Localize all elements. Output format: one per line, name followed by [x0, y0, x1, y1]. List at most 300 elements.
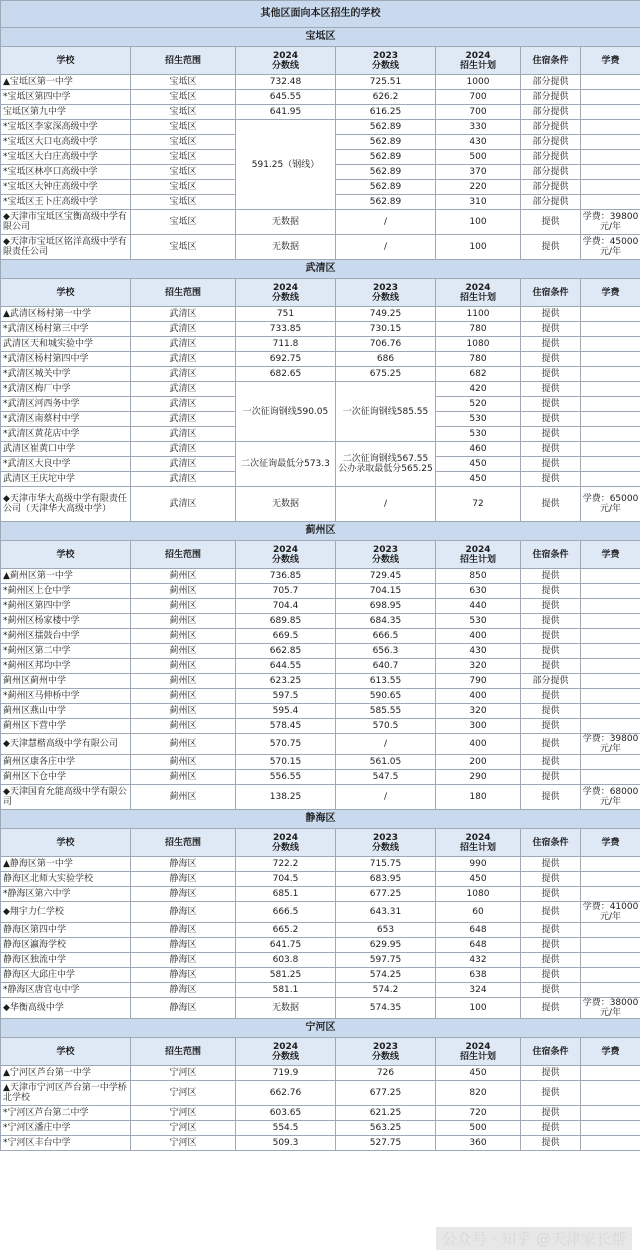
- cell-scope: 静海区: [131, 902, 236, 923]
- cell-score-2023: 527.75: [336, 1136, 436, 1151]
- cell-school: *宝坻区王卜庄高级中学: [1, 195, 131, 210]
- cell-dorm: 部分提供: [521, 90, 581, 105]
- cell-tuition: [581, 75, 640, 90]
- cell-score-2023: 547.5: [336, 770, 436, 785]
- cell-dorm: 部分提供: [521, 674, 581, 689]
- header-score-2024: 2024 分数线: [236, 279, 336, 307]
- cell-plan-2024: 420: [436, 382, 521, 397]
- cell-score-2024: 705.7: [236, 584, 336, 599]
- header-dorm: 住宿条件: [521, 829, 581, 857]
- cell-scope: 宝坻区: [131, 235, 236, 260]
- cell-plan-2024: 780: [436, 322, 521, 337]
- cell-school: *蓟州区马伸桥中学: [1, 689, 131, 704]
- cell-scope: 武清区: [131, 412, 236, 427]
- cell-school: ▲宁河区芦台第一中学: [1, 1066, 131, 1081]
- cell-plan-2024: 820: [436, 1081, 521, 1106]
- cell-plan-2024: 360: [436, 1136, 521, 1151]
- cell-score-2024: 711.8: [236, 337, 336, 352]
- cell-tuition: 学费：45000元/年: [581, 235, 640, 260]
- cell-score-2023: 563.25: [336, 1121, 436, 1136]
- cell-score-2023: 640.7: [336, 659, 436, 674]
- header-scope: 招生范围: [131, 279, 236, 307]
- cell-plan-2024: 330: [436, 120, 521, 135]
- cell-dorm: 提供: [521, 785, 581, 810]
- cell-school: ◆翔宇力仁学校: [1, 902, 131, 923]
- district-row: [1, 260, 640, 279]
- cell-score-2024: 581.25: [236, 968, 336, 983]
- cell-dorm: 提供: [521, 704, 581, 719]
- cell-dorm: 提供: [521, 629, 581, 644]
- cell-school: *武清区杨村第四中学: [1, 352, 131, 367]
- cell-score-2024: 597.5: [236, 689, 336, 704]
- cell-dorm: 部分提供: [521, 165, 581, 180]
- table-row: [1, 235, 640, 260]
- cell-dorm: 提供: [521, 659, 581, 674]
- cell-score-2023: 666.5: [336, 629, 436, 644]
- header-dorm: 住宿条件: [521, 279, 581, 307]
- cell-school: *宝坻区第四中学: [1, 90, 131, 105]
- cell-score-2023: 562.89: [336, 195, 436, 210]
- cell-tuition: [581, 770, 640, 785]
- cell-school: *蓟州区杨家楼中学: [1, 614, 131, 629]
- cell-school: *武清区河西务中学: [1, 397, 131, 412]
- cell-tuition: [581, 150, 640, 165]
- table-row: [1, 382, 640, 397]
- cell-scope: 武清区: [131, 472, 236, 487]
- cell-tuition: [581, 457, 640, 472]
- cell-tuition: [581, 367, 640, 382]
- header-score-2023: 2023 分数线: [336, 47, 436, 75]
- cell-dorm: 提供: [521, 397, 581, 412]
- cell-school: *蓟州区第四中学: [1, 599, 131, 614]
- cell-score-2023: 574.25: [336, 968, 436, 983]
- cell-score-2024: 595.4: [236, 704, 336, 719]
- cell-plan-2024: 648: [436, 938, 521, 953]
- cell-plan-2024: 780: [436, 352, 521, 367]
- cell-plan-2024: 720: [436, 1106, 521, 1121]
- cell-tuition: [581, 1121, 640, 1136]
- cell-score-2024: 704.4: [236, 599, 336, 614]
- cell-plan-2024: 450: [436, 457, 521, 472]
- cell-scope: 蓟州区: [131, 755, 236, 770]
- cell-plan-2024: 450: [436, 872, 521, 887]
- cell-tuition: [581, 614, 640, 629]
- cell-tuition: [581, 1066, 640, 1081]
- cell-scope: 静海区: [131, 887, 236, 902]
- cell-score-2023: 562.89: [336, 180, 436, 195]
- cell-school: *宁河区丰台中学: [1, 1136, 131, 1151]
- cell-school: *宝坻区林亭口高级中学: [1, 165, 131, 180]
- cell-tuition: [581, 1136, 640, 1151]
- cell-school: *静海区唐官屯中学: [1, 983, 131, 998]
- header-row: [1, 541, 640, 569]
- cell-score-2024: 669.5: [236, 629, 336, 644]
- table-row: [1, 785, 640, 810]
- cell-scope: 宁河区: [131, 1066, 236, 1081]
- cell-school: *蓟州区擂鼓台中学: [1, 629, 131, 644]
- cell-score-2023: /: [336, 734, 436, 755]
- cell-scope: 蓟州区: [131, 599, 236, 614]
- cell-tuition: [581, 887, 640, 902]
- cell-tuition: [581, 755, 640, 770]
- cell-plan-2024: 100: [436, 235, 521, 260]
- cell-plan-2024: 1100: [436, 307, 521, 322]
- table-row: [1, 998, 640, 1019]
- cell-scope: 武清区: [131, 382, 236, 397]
- cell-dorm: 部分提供: [521, 180, 581, 195]
- cell-tuition: [581, 857, 640, 872]
- cell-scope: 武清区: [131, 337, 236, 352]
- cell-dorm: 提供: [521, 382, 581, 397]
- cell-dorm: 提供: [521, 719, 581, 734]
- table-row: [1, 614, 640, 629]
- cell-score-2023: 590.65: [336, 689, 436, 704]
- header-tuition: 学费: [581, 829, 640, 857]
- cell-scope: 武清区: [131, 322, 236, 337]
- district-title: 静海区: [1, 810, 640, 829]
- cell-tuition: 学费：65000元/年: [581, 487, 640, 522]
- cell-score-2024: 689.85: [236, 614, 336, 629]
- cell-dorm: 提供: [521, 857, 581, 872]
- cell-school: *武清区大良中学: [1, 457, 131, 472]
- cell-scope: 蓟州区: [131, 584, 236, 599]
- cell-school: *武清区黄花店中学: [1, 427, 131, 442]
- cell-scope: 宝坻区: [131, 90, 236, 105]
- cell-dorm: 提供: [521, 412, 581, 427]
- cell-score-2024: 733.85: [236, 322, 336, 337]
- cell-dorm: 部分提供: [521, 105, 581, 120]
- table-row: [1, 659, 640, 674]
- table-row: [1, 629, 640, 644]
- cell-scope: 静海区: [131, 968, 236, 983]
- table-row: [1, 120, 640, 135]
- cell-score-2023: 二次征询钢线567.55 公办录取最低分565.25: [336, 442, 436, 487]
- cell-school: ◆华衡高级中学: [1, 998, 131, 1019]
- cell-score-2023: 726: [336, 1066, 436, 1081]
- cell-dorm: 提供: [521, 1066, 581, 1081]
- cell-tuition: 学费：68000元/年: [581, 785, 640, 810]
- cell-scope: 宝坻区: [131, 165, 236, 180]
- cell-school: 蓟州区康各庄中学: [1, 755, 131, 770]
- cell-tuition: [581, 180, 640, 195]
- cell-score-2023: 698.95: [336, 599, 436, 614]
- cell-plan-2024: 300: [436, 719, 521, 734]
- cell-scope: 宁河区: [131, 1136, 236, 1151]
- header-plan-2024: 2024 招生计划: [436, 541, 521, 569]
- header-score-2024: 2024 分数线: [236, 541, 336, 569]
- cell-plan-2024: 430: [436, 644, 521, 659]
- table-row: [1, 599, 640, 614]
- cell-school: 蓟州区下营中学: [1, 719, 131, 734]
- cell-scope: 蓟州区: [131, 704, 236, 719]
- table-row: [1, 352, 640, 367]
- cell-school: 静海区北师大实验学校: [1, 872, 131, 887]
- cell-plan-2024: 648: [436, 923, 521, 938]
- cell-tuition: [581, 968, 640, 983]
- cell-tuition: [581, 983, 640, 998]
- cell-score-2023: /: [336, 487, 436, 522]
- cell-score-2024: 603.65: [236, 1106, 336, 1121]
- cell-dorm: 提供: [521, 614, 581, 629]
- cell-school: ▲蓟州区第一中学: [1, 569, 131, 584]
- cell-scope: 宝坻区: [131, 195, 236, 210]
- cell-plan-2024: 320: [436, 704, 521, 719]
- cell-scope: 武清区: [131, 487, 236, 522]
- cell-score-2023: 730.15: [336, 322, 436, 337]
- cell-score-2024: 二次征询最低分573.3: [236, 442, 336, 487]
- cell-plan-2024: 990: [436, 857, 521, 872]
- cell-school: 静海区瀛海学校: [1, 938, 131, 953]
- cell-scope: 宁河区: [131, 1081, 236, 1106]
- cell-tuition: [581, 569, 640, 584]
- cell-score-2023: 562.89: [336, 150, 436, 165]
- header-row: [1, 829, 640, 857]
- cell-tuition: [581, 120, 640, 135]
- cell-dorm: 提供: [521, 1136, 581, 1151]
- district-title: 蓟州区: [1, 522, 640, 541]
- header-plan-2024: 2024 招生计划: [436, 47, 521, 75]
- cell-scope: 静海区: [131, 983, 236, 998]
- cell-school: *宝坻区李家深高级中学: [1, 120, 131, 135]
- table-row: [1, 734, 640, 755]
- cell-score-2023: 715.75: [336, 857, 436, 872]
- cell-school: ◆天津市宝坻区宝衡高级中学有限公司: [1, 210, 131, 235]
- cell-school: *宝坻区大钟庄高级中学: [1, 180, 131, 195]
- cell-score-2023: 749.25: [336, 307, 436, 322]
- cell-score-2024: 无数据: [236, 487, 336, 522]
- cell-scope: 蓟州区: [131, 734, 236, 755]
- header-row: [1, 47, 640, 75]
- cell-dorm: 提供: [521, 755, 581, 770]
- cell-plan-2024: 700: [436, 90, 521, 105]
- cell-dorm: 提供: [521, 902, 581, 923]
- cell-plan-2024: 370: [436, 165, 521, 180]
- cell-dorm: 提供: [521, 938, 581, 953]
- cell-dorm: 部分提供: [521, 150, 581, 165]
- cell-dorm: 提供: [521, 923, 581, 938]
- cell-scope: 蓟州区: [131, 785, 236, 810]
- cell-score-2024: 无数据: [236, 235, 336, 260]
- cell-dorm: 提供: [521, 569, 581, 584]
- district-row: [1, 28, 640, 47]
- cell-plan-2024: 320: [436, 659, 521, 674]
- cell-dorm: 部分提供: [521, 195, 581, 210]
- cell-tuition: [581, 165, 640, 180]
- header-dorm: 住宿条件: [521, 1038, 581, 1066]
- cell-plan-2024: 530: [436, 614, 521, 629]
- header-scope: 招生范围: [131, 1038, 236, 1066]
- table-row: [1, 674, 640, 689]
- cell-tuition: [581, 307, 640, 322]
- cell-plan-2024: 310: [436, 195, 521, 210]
- cell-score-2023: 562.89: [336, 120, 436, 135]
- cell-dorm: 提供: [521, 337, 581, 352]
- cell-dorm: 提供: [521, 235, 581, 260]
- cell-dorm: 部分提供: [521, 135, 581, 150]
- table-row: [1, 322, 640, 337]
- header-score-2024: 2024 分数线: [236, 829, 336, 857]
- table-row: [1, 90, 640, 105]
- cell-school: *宝坻区大口屯高级中学: [1, 135, 131, 150]
- cell-plan-2024: 180: [436, 785, 521, 810]
- cell-scope: 宝坻区: [131, 210, 236, 235]
- cell-school: *蓟州区第二中学: [1, 644, 131, 659]
- cell-school: 蓟州区下仓中学: [1, 770, 131, 785]
- table-row: [1, 105, 640, 120]
- cell-dorm: 提供: [521, 210, 581, 235]
- district-row: [1, 810, 640, 829]
- cell-score-2023: 574.2: [336, 983, 436, 998]
- cell-scope: 蓟州区: [131, 689, 236, 704]
- cell-dorm: 提供: [521, 983, 581, 998]
- cell-scope: 武清区: [131, 307, 236, 322]
- cell-school: 静海区第四中学: [1, 923, 131, 938]
- cell-school: ◆天津国育允能高级中学有限公司: [1, 785, 131, 810]
- cell-plan-2024: 460: [436, 442, 521, 457]
- cell-school: 武清区王庆坨中学: [1, 472, 131, 487]
- header-row: [1, 1038, 640, 1066]
- cell-plan-2024: 60: [436, 902, 521, 923]
- cell-score-2023: 562.89: [336, 135, 436, 150]
- cell-tuition: [581, 337, 640, 352]
- table-row: [1, 367, 640, 382]
- cell-plan-2024: 430: [436, 135, 521, 150]
- header-score-2023: 2023 分数线: [336, 541, 436, 569]
- cell-scope: 蓟州区: [131, 770, 236, 785]
- cell-dorm: 提供: [521, 1081, 581, 1106]
- cell-plan-2024: 290: [436, 770, 521, 785]
- cell-score-2024: 666.5: [236, 902, 336, 923]
- cell-scope: 蓟州区: [131, 569, 236, 584]
- cell-score-2024: 645.55: [236, 90, 336, 105]
- table-row: [1, 307, 640, 322]
- cell-score-2023: 574.35: [336, 998, 436, 1019]
- cell-dorm: 提供: [521, 872, 581, 887]
- cell-score-2024: 722.2: [236, 857, 336, 872]
- cell-score-2023: 621.25: [336, 1106, 436, 1121]
- table-row: [1, 902, 640, 923]
- cell-plan-2024: 450: [436, 1066, 521, 1081]
- cell-score-2023: 626.2: [336, 90, 436, 105]
- cell-score-2023: 656.3: [336, 644, 436, 659]
- cell-scope: 武清区: [131, 397, 236, 412]
- cell-dorm: 提供: [521, 968, 581, 983]
- cell-score-2023: 704.15: [336, 584, 436, 599]
- cell-scope: 宝坻区: [131, 75, 236, 90]
- cell-school: *静海区第六中学: [1, 887, 131, 902]
- cell-dorm: 提供: [521, 1106, 581, 1121]
- table-row: [1, 1106, 640, 1121]
- table-row: [1, 487, 640, 522]
- header-tuition: 学费: [581, 47, 640, 75]
- header-tuition: 学费: [581, 1038, 640, 1066]
- cell-school: ◆天津市宝坻区铭洋高级中学有限责任公司: [1, 235, 131, 260]
- cell-score-2024: 644.55: [236, 659, 336, 674]
- cell-tuition: [581, 1106, 640, 1121]
- cell-score-2024: 554.5: [236, 1121, 336, 1136]
- cell-tuition: [581, 352, 640, 367]
- cell-dorm: 提供: [521, 734, 581, 755]
- cell-score-2024: 509.3: [236, 1136, 336, 1151]
- cell-score-2023: 729.45: [336, 569, 436, 584]
- cell-scope: 静海区: [131, 953, 236, 968]
- cell-dorm: 提供: [521, 770, 581, 785]
- cell-score-2024: 682.65: [236, 367, 336, 382]
- cell-dorm: 提供: [521, 352, 581, 367]
- cell-plan-2024: 1000: [436, 75, 521, 90]
- cell-school: ◆天津慧楷高级中学有限公司: [1, 734, 131, 755]
- cell-score-2023: /: [336, 235, 436, 260]
- table-row: [1, 887, 640, 902]
- district-row: [1, 1019, 640, 1038]
- cell-plan-2024: 500: [436, 150, 521, 165]
- cell-score-2024: 641.75: [236, 938, 336, 953]
- cell-score-2023: 613.55: [336, 674, 436, 689]
- cell-plan-2024: 520: [436, 397, 521, 412]
- table-row: [1, 857, 640, 872]
- cell-school: 武清区天和城实验中学: [1, 337, 131, 352]
- cell-score-2024: 692.75: [236, 352, 336, 367]
- cell-score-2024: 581.1: [236, 983, 336, 998]
- cell-dorm: 提供: [521, 427, 581, 442]
- cell-scope: 蓟州区: [131, 629, 236, 644]
- cell-tuition: [581, 412, 640, 427]
- page-title: 其他区面向本区招生的学校: [1, 1, 640, 28]
- cell-school: *宁河区芦台第二中学: [1, 1106, 131, 1121]
- title-row: [1, 1, 640, 28]
- cell-tuition: 学费：38000元/年: [581, 998, 640, 1019]
- cell-plan-2024: 450: [436, 472, 521, 487]
- cell-score-2023: 570.5: [336, 719, 436, 734]
- table-row: [1, 872, 640, 887]
- cell-scope: 武清区: [131, 367, 236, 382]
- table-row: [1, 644, 640, 659]
- cell-scope: 宝坻区: [131, 150, 236, 165]
- table-row: [1, 689, 640, 704]
- cell-dorm: 提供: [521, 307, 581, 322]
- cell-tuition: 学费：39800元/年: [581, 734, 640, 755]
- cell-score-2024: 一次征询钢线590.05: [236, 382, 336, 442]
- cell-school: *武清区梅厂中学: [1, 382, 131, 397]
- cell-dorm: 部分提供: [521, 120, 581, 135]
- cell-school: ◆天津市华大高级中学有限责任公司（天津华大高级中学）: [1, 487, 131, 522]
- cell-plan-2024: 638: [436, 968, 521, 983]
- cell-tuition: [581, 629, 640, 644]
- cell-tuition: [581, 442, 640, 457]
- cell-dorm: 提供: [521, 584, 581, 599]
- table-row: [1, 983, 640, 998]
- cell-dorm: 提供: [521, 457, 581, 472]
- header-score-2023: 2023 分数线: [336, 279, 436, 307]
- cell-school: 蓟州区燕山中学: [1, 704, 131, 719]
- cell-score-2023: 686: [336, 352, 436, 367]
- header-score-2024: 2024 分数线: [236, 47, 336, 75]
- cell-scope: 静海区: [131, 857, 236, 872]
- cell-plan-2024: 400: [436, 629, 521, 644]
- cell-dorm: 提供: [521, 689, 581, 704]
- cell-tuition: [581, 90, 640, 105]
- cell-dorm: 提供: [521, 1121, 581, 1136]
- cell-plan-2024: 700: [436, 105, 521, 120]
- cell-score-2023: 一次征询钢线585.55: [336, 382, 436, 442]
- cell-scope: 武清区: [131, 427, 236, 442]
- cell-dorm: 提供: [521, 998, 581, 1019]
- cell-score-2023: /: [336, 785, 436, 810]
- table-row: [1, 755, 640, 770]
- cell-score-2023: 653: [336, 923, 436, 938]
- cell-plan-2024: 432: [436, 953, 521, 968]
- cell-score-2024: 719.9: [236, 1066, 336, 1081]
